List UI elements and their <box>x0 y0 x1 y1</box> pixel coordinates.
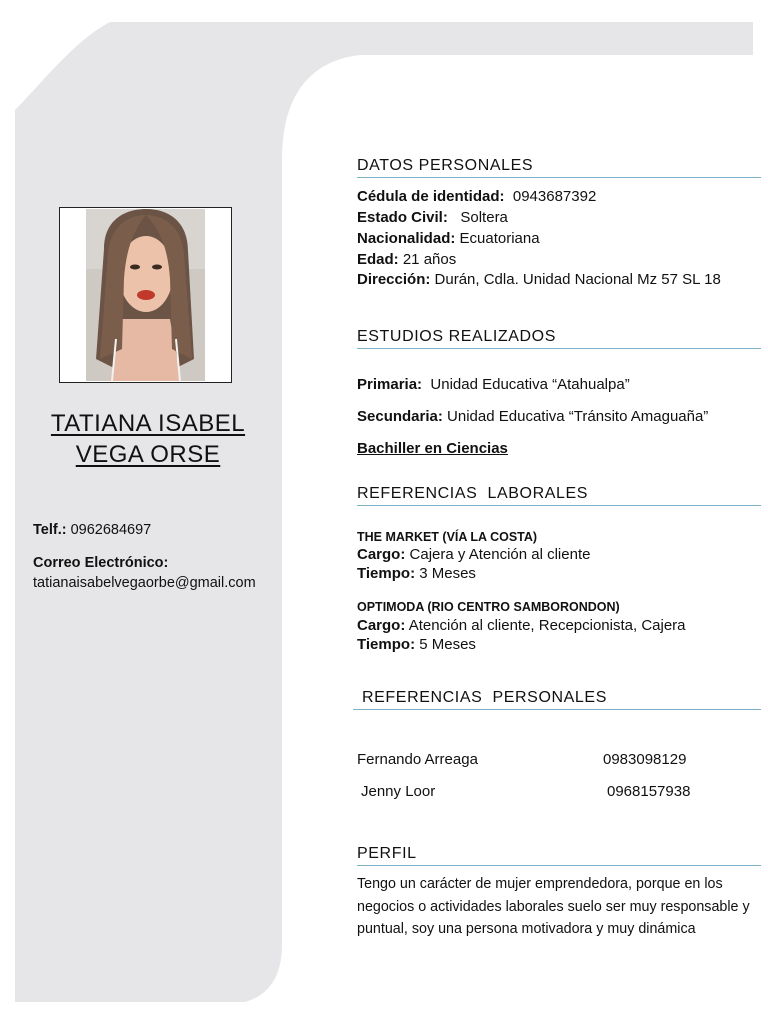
job-cargo-label-1: Cargo: <box>357 546 406 563</box>
job-tiempo-line-1 <box>357 565 476 582</box>
email-label: Correo Electrónico: <box>33 555 169 571</box>
direccion-value: Durán, Cdla. Unidad Nacional Mz 57 SL 18 <box>434 271 721 288</box>
email-value: tatianaisabelvegaorbe@gmail.com <box>33 575 256 591</box>
primaria-line <box>357 376 630 393</box>
titulo-value: Bachiller en Ciencias <box>357 440 508 457</box>
job-cargo-line-1 <box>357 546 590 563</box>
nacionalidad-line <box>357 230 540 247</box>
perfil-title: PERFIL <box>357 845 761 866</box>
ref-name-2: Jenny Loor <box>361 783 436 800</box>
job-cargo-2: Atención al cliente, Recepcionista, Cajera <box>408 617 686 634</box>
phone-value: 0962684697 <box>70 522 152 538</box>
candidate-name <box>30 408 266 470</box>
estado-line <box>357 209 508 226</box>
job-company-1: THE MARKET (VÍA LA COSTA) <box>357 530 538 544</box>
name-line-1: TATIANA ISABEL <box>50 410 246 437</box>
edad-value: 21 años <box>402 251 457 268</box>
job-tiempo-2: 5 Meses <box>419 636 476 653</box>
edad-line <box>357 251 456 268</box>
perfil-text: Tengo un carácter de mujer emprendedora, porque en los negocios o actividades laborales suelo ser muy responsable y puntual, soy una persona motivadora y muy dinámica <box>357 876 750 937</box>
nacionalidad-label: Nacionalidad: <box>357 230 456 247</box>
job-tiempo-1: 3 Meses <box>419 565 476 582</box>
ref-phone-2: 0968157938 <box>607 783 691 800</box>
estado-label: Estado Civil: <box>357 209 448 226</box>
estudios-title: ESTUDIOS REALIZADOS <box>357 328 761 349</box>
secundaria-line <box>357 408 708 425</box>
titulo-line <box>357 440 508 457</box>
job-tiempo-label-2: Tiempo: <box>357 636 416 653</box>
cedula-value: 0943687392 <box>512 188 597 205</box>
secundaria-label: Secundaria: <box>357 408 443 425</box>
ref-phone-1: 0983098129 <box>603 751 687 768</box>
referencias-personales-title: REFERENCIAS PERSONALES <box>353 689 761 710</box>
direccion-line <box>357 271 721 288</box>
profile-photo-frame <box>59 207 232 383</box>
direccion-label: Dirección: <box>357 271 431 288</box>
edad-label: Edad: <box>357 251 399 268</box>
cedula-line <box>357 188 596 205</box>
estado-value: Soltera <box>460 209 508 226</box>
name-line-2: VEGA ORSE <box>75 441 221 468</box>
ref-name-1: Fernando Arreaga <box>357 751 478 768</box>
email-label-line <box>33 555 168 571</box>
nacionalidad-value: Ecuatoriana <box>459 230 540 247</box>
job-tiempo-line-2 <box>357 636 476 653</box>
job-cargo-label-2: Cargo: <box>357 617 406 634</box>
primaria-value: Unidad Educativa “Atahualpa” <box>430 376 630 393</box>
job-cargo-line-2 <box>357 617 686 634</box>
phone-label: Telf.: <box>33 522 67 538</box>
cedula-label: Cédula de identidad: <box>357 188 505 205</box>
phone-line <box>33 522 151 538</box>
job-tiempo-label-1: Tiempo: <box>357 565 416 582</box>
primaria-label: Primaria: <box>357 376 423 393</box>
datos-personales-title: DATOS PERSONALES <box>357 157 761 178</box>
secundaria-value: Unidad Educativa “Tránsito Amaguaña” <box>447 408 709 425</box>
job-cargo-1: Cajera y Atención al cliente <box>409 546 591 563</box>
referencias-laborales-title: REFERENCIAS LABORALES <box>357 485 761 506</box>
profile-photo <box>86 209 205 381</box>
job-company-2: OPTIMODA (RIO CENTRO SAMBORONDON) <box>357 600 620 614</box>
